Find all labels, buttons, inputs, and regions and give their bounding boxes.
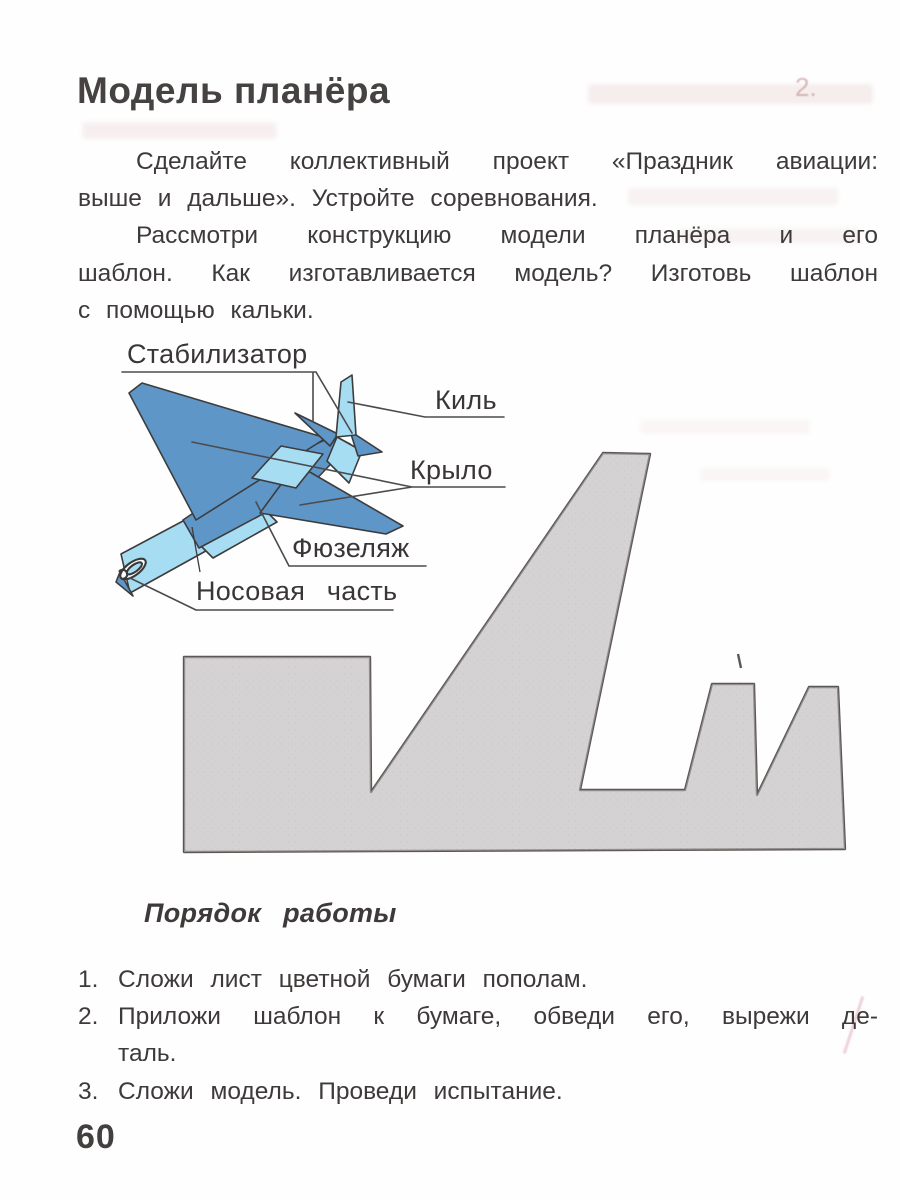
paragraph-line: выше и дальше». Устройте соревнования.: [78, 185, 598, 213]
glider-fin: [336, 375, 356, 437]
list-item-text: таль.: [118, 1040, 177, 1068]
paragraph-line: Рассмотри конструкцию модели планёра и его: [136, 222, 878, 250]
list-marker: 2.: [78, 1003, 99, 1031]
list-item: [78, 1073, 878, 1110]
paragraph-line: Сделайте коллективный проект «Праздник авиации:: [136, 148, 878, 175]
bleed-number: 2.: [795, 72, 817, 102]
paragraph-line: с помощью кальки.: [78, 296, 314, 324]
ink-speck: [738, 654, 741, 668]
list-item: [78, 961, 878, 998]
list-item-text: Приложи шаблон к бумаге, обведи его, вырежи де-: [118, 1003, 878, 1031]
list-marker: 1.: [78, 966, 99, 993]
list-item-text: Сложи лист цветной бумаги пополам.: [118, 966, 588, 993]
label-wing: Крыло: [410, 455, 493, 485]
label-fuselage: Фюзеляж: [292, 533, 410, 563]
section-heading: Порядок работы: [144, 898, 397, 928]
label-fin: Киль: [435, 385, 497, 415]
work-order-list: [78, 961, 878, 1110]
page-number: 60: [76, 1118, 116, 1156]
paragraph-line: шаблон. Как изготавливается модель? Изготовь шаблон: [78, 259, 878, 287]
list-item-text: Сложи модель. Проведи испытание.: [118, 1077, 563, 1105]
list-marker: 3.: [78, 1077, 99, 1105]
list-item: [78, 998, 878, 1072]
page-title: Модель планёра: [77, 70, 391, 111]
label-stabilizer: Стабилизатор: [127, 339, 308, 369]
label-nose: Носовая часть: [196, 576, 398, 606]
